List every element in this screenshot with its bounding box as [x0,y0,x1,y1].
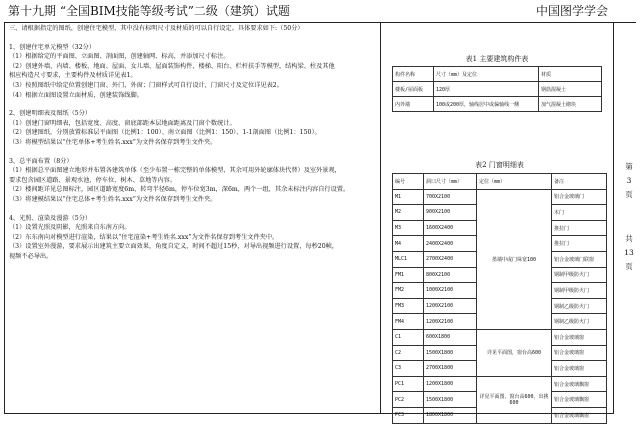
total-label: 共 [625,234,633,243]
table-cell: FM2 [393,283,424,299]
total-pages: 13 [624,248,634,257]
organization-name: 中国图学学会 [535,4,608,18]
table-cell: PC1 [393,376,424,392]
table-cell: PC3 [393,407,424,423]
table-header-cell: 洞口尺寸（mm） [424,174,477,190]
requirement-line: 三、请根据指定的图纸，创建住宅模型，其中没有标明尺寸及材质的可以自行设定。具体要求如下:（50分） [9,25,304,32]
table-cell: 钢制甲级防火门 [552,267,607,283]
requirement-line: （4）根据立面图设置立面材质，创建装饰线脚。 [9,91,143,99]
table-cell: 木门 [552,205,607,221]
table-header-cell: 编号 [393,174,424,190]
table-cell: 1500X1800 [424,392,477,408]
page-number [620,160,638,202]
requirement-line: （1）根据总平面图建立地形并布置各建筑单体（至少布置一栋完整的单体模型，其余可用外轮廓体块代替）及室外景观， [9,167,341,175]
requirement-line: 要求包含园区道路、景观水池、停车位、树木、草地等内容。 [9,176,177,184]
table-cell: FM4 [393,314,424,330]
table-cell: 墨墙中或门垛宽100 [477,189,552,329]
table-cell: MLC1 [393,251,424,267]
table-cell: M2 [393,205,424,221]
table-cell: 铝合金玻璃飘窗 [552,407,607,423]
table-cell: 内外墙 [393,97,434,112]
table-cell: M4 [393,236,424,252]
requirement-line: （1）创建门窗明细表，包括宽度、高度、窗底部距本层地面距离及门窗个数统计。 [9,119,236,127]
table-cell: 钢制乙级防火门 [552,298,607,314]
table-cell: 1000X2100 [424,283,477,299]
requirement-line: 视频不必导出。 [9,252,53,260]
table-cell: 100或200厚，轴线居中或偏轴线一侧 [434,97,539,112]
table-cell: 1500X1800 [424,345,477,361]
table1-caption: 表1 主要建筑构件表 [465,55,529,63]
table-cell: 加气混凝土砌块 [539,97,602,112]
page-label: 页 [625,190,633,199]
table-header-cell: 材质 [539,67,602,82]
table-cell: 600X1800 [424,329,477,345]
table-row [393,97,602,112]
table-cell: M1 [393,189,424,205]
table-cell: 推拉门 [552,220,607,236]
page-total [620,232,638,274]
table2 [392,173,607,424]
requirement-line: （1）设置光照及阴影，光照来自东南方向。 [9,224,131,232]
table-cell: 900X2100 [424,205,477,221]
table-cell: 铝合金玻璃窗 [552,345,607,361]
table2-caption: 表2 门窗明细表 [475,161,524,169]
table-cell: FM3 [393,298,424,314]
table-cell: 1600X2400 [424,220,477,236]
table-cell: 120厚 [434,82,539,97]
requirement-line: （3）将建模结果以“住宅总体+考生姓名.xxx”为文件名保存到考生文件夹。 [9,195,217,203]
column-divider [380,22,381,413]
table-cell: 详见平面图，窗台高600，出挑600 [477,376,552,423]
requirement-line: （2）创建外墙、内墙、楼板、地面、屋面、女儿墙、屋面装饰构件、楼梯、阳台、栏杆扶手等模型，结构梁、柱及其他 [9,62,335,70]
table-cell: 2700X1800 [424,361,477,377]
table-header-cell: 备注 [552,174,607,190]
table-cell: 1200X2100 [424,298,477,314]
table-cell: 铝合金玻璃飘窗 [552,392,607,408]
table-cell: 铝合金玻璃窗 [552,329,607,345]
table2-container [392,161,607,424]
table1-header-row [393,67,602,82]
exam-title: 第十九期 “全国BIM技能等级考试”二级（建筑）试题 [8,4,290,18]
requirement-line: （3）按照图纸中给定位置创建门窗、外门、外窗；门窗样式可自行设计，门窗尺寸及定位详见表2。 [9,81,283,89]
table-cell: 2400X2400 [424,236,477,252]
requirement-line: 4、光照、渲染及漫游（5分） [9,214,92,222]
table2-header-row [393,174,607,190]
table-cell: 钢制甲级防火门 [552,283,607,299]
requirement-line: （2）楼间距详见总图标注，园区道路宽度6m，转弯半径6m，停车位宽3m，深6m，两个一组，其余未标注内容自行设置。 [9,186,350,194]
table-cell: 1200X2100 [424,314,477,330]
table-cell: 楼板/屋面板 [393,82,434,97]
requirement-line: （2）东东南向对模型进行渲染，结果以“住宅渲染+考生姓名.xxx”为文件名保存到考生文件夹中。 [9,233,279,241]
table-cell: 钢筋混凝土 [539,82,602,97]
table-row [393,189,607,205]
table1 [392,66,602,112]
table-header-cell: 尺寸（mm）及定位 [434,67,539,82]
requirement-line: 相应构造尺寸要求，主要构件及材质详见表1。 [9,72,137,80]
table-cell: 700X2100 [424,189,477,205]
page-header [4,0,636,23]
table-cell: 1200X1800 [424,376,477,392]
table-cell: 铝合金玻璃飘窗 [552,376,607,392]
table-cell: FM1 [393,267,424,283]
requirement-line: （1）根据给定的平面图、立面图、剖面图，创建轴网、标高，并添加尺寸标注。 [9,53,230,61]
current-page: 3 [626,176,632,185]
table-row [393,82,602,97]
table1-container [392,55,602,112]
requirement-line: （3）设置室外漫游，要求展示出建筑主要立面效果，角度自定义，时间不超过15秒，对导出视频进行设置，每秒20帧， [9,243,339,251]
table-cell: 800X2100 [424,267,477,283]
table-cell: 铝合金玻璃门 [552,189,607,205]
requirement-line: （3）将模型结果以“住宅单体+考生姓名.xxx”为文件名保存到考生文件夹。 [9,138,217,146]
table-cell: 1800X1800 [424,407,477,423]
table-cell: PC2 [393,392,424,408]
requirements-text [9,24,375,261]
table-header-cell: 构件名称 [393,67,434,82]
requirement-line: 1、创建住宅单元模型（32分） [9,43,96,51]
table-cell: C1 [393,329,424,345]
table-cell: 2700X2400 [424,251,477,267]
table-row [393,329,607,345]
table-cell: 铝合金玻璃窗 [552,361,607,377]
table-cell: 钢制乙级防火门 [552,314,607,330]
content-frame [4,22,614,419]
table-cell: M3 [393,220,424,236]
page-label: 页 [625,262,633,271]
table-cell: 详见平面图，窗台高600 [477,329,552,376]
table-row [393,376,607,392]
requirement-line: （2）创建图纸，分别放置标准层平面图（比例1：100）、南立面图（比例1：150）、1-1剖面图（比例1：150）。 [9,129,321,137]
table-cell: 铝合金玻璃门联窗 [552,251,607,267]
table-cell: C3 [393,361,424,377]
requirement-line: 2、创建明细表及图纸（5分） [9,110,92,118]
page-label: 第 [625,162,633,171]
requirement-line: 3、总平面布置（8分） [9,157,73,165]
table-cell: 推拉门 [552,236,607,252]
table-header-cell: 定位（mm） [477,174,552,190]
table-cell: C2 [393,345,424,361]
